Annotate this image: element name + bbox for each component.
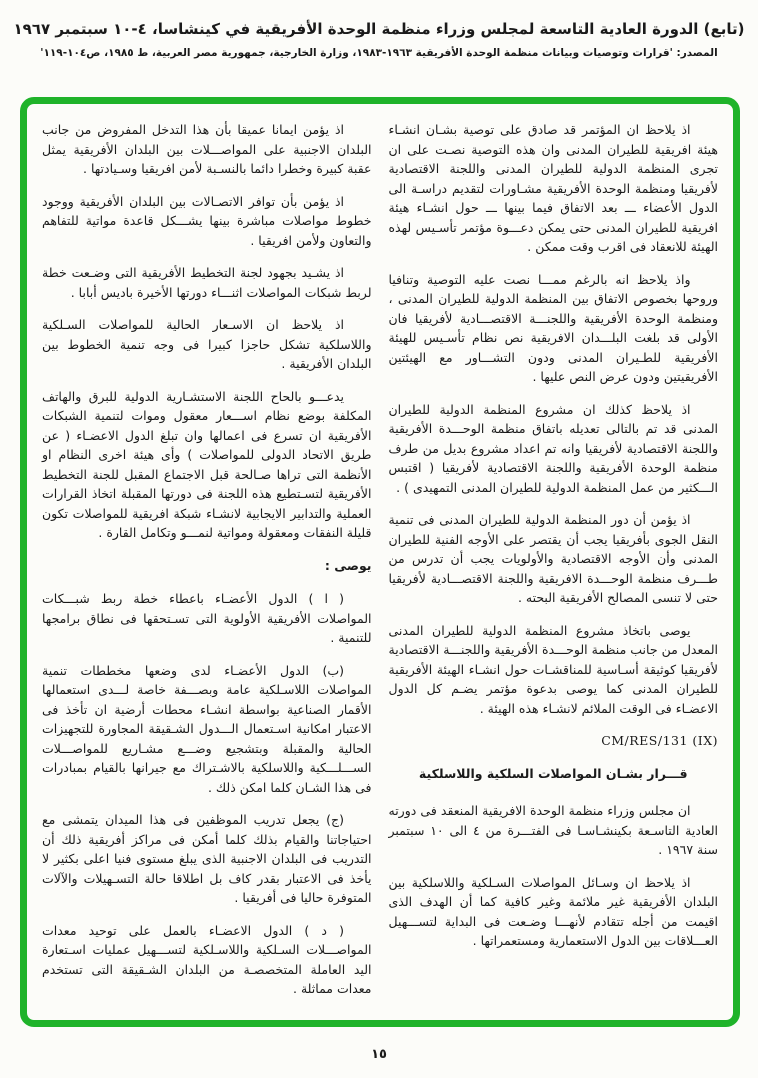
- column-right: [389, 120, 719, 1020]
- paragraph: يدعـــو بالحاح اللجنة الاستشـارية الدولية للبرق والهاتف المكلفة بوضع نظام اســـعار معقول وموات لتنمية الشبكات الأفريقية ان تسرع فى اعمالها وان تبلغ الدول الاعضـاء ( عن طريق الاتحاد الدولى للمواصلات ) وأى هيئة اخرى النظام او الأنظمة التى تراها صـالحة قبل الاجتماع المقبل للجنة التخطيط الأفريقية لتسـتطيع هذه اللجنة فى دورتها المقبلة اتخاذ القرارات العملية والتدابير الايجابية لانشـاء شبكة افريقية للمواصلات تكون قليلة النفقات ومعقولة ومواتية لنمـــو وتكامل القارة .: [42, 388, 372, 540]
- paragraph: اذ يشـيد بجهود لجنة التخطيط الأفريقية التى وضـعت خطة لربط شبكات المواصلات اثنـــاء دورتها الأخيرة باديس أبابا .: [42, 265, 372, 300]
- paragraph: واذ يلاحظ انه بالرغم ممـــا نصت عليه التوصية وتنافيا وروحها بخصوص الاتفاق بين المنظمة الدولية للطيران المدنى ، ومنظمة الوحدة الأفريقية واللجنـــة الاقتصـــادية لأفريقيا فان الأولى قد بلغت البلـــدان الافريقية نص نظام تأسـيس للهيئة الأفريقية للطـيران المدنى ودون التشـــاور مع الهيئتين الأفريقيتين ودون عرض النص عليها .: [388, 271, 718, 384]
- two-column-layout: [27, 104, 733, 1020]
- paragraph: اذ يلاحظ كذلك ان مشروع المنظمة الدولية للطيران المدنى قد تم بالتالى تعديله باتفاق منظمة الوحـــدة الأفريقية واللجنة الاقتصادية لأفريقيا وانه تم اعداد مشروع بديل من طرف منظمة الوحدة الأفريقية واللجنة الاقتصادية لأفريقيا ( اقتبس الـــكثير من عمل المنظمة الدولية للطيران المدنى التمهيدى ) .: [388, 401, 718, 495]
- resolution-title: قـــرار بشـان المواصلات السلكية واللاسلكية: [418, 765, 688, 781]
- resolution-reference: CM/RES/131 (IX): [601, 733, 718, 748]
- page-number: ١٥: [371, 1047, 387, 1062]
- paragraph: اذ يلاحظ ان وسـائل المواصلات السـلكية واللاسلكية بين البلدان الأفريقية غير ملائمة وغير كافية كما أن الهدف الذى اقيمت من أجله تتقادم لأنهـــا وضـعت فى البداية لتســـهيل العـــلاقات بين الدول الاستعمارية ومستعمراتها .: [388, 874, 718, 948]
- page-header: [0, 0, 758, 59]
- green-frame: [20, 97, 740, 1027]
- column-left: [42, 120, 372, 1020]
- recommendation-item: ( د ) الدول الاعضـاء بالعمل على توحيد معدات المواصـــلات السـلكية واللاسـلكية لتســـهيل عمليات اسـتعارة اليد العاملة المتخصصـة من البلدان الشـقيقة التى تستخدم معدات مماثلة .: [42, 922, 372, 996]
- recommendation-item: (ج) يجعل تدريب الموظفين فى هذا الميدان يتمشى مع احتياجاتنا والقيام بذلك كلما أمكن فى مراكز أفريقية ذلك أن التدريب فى البلدان الاجنبية الذى يبلغ مستوى فنيا اعلى بكثير لا يأخذ فى الاعتبار بقدر كاف بل اطلاقا حالة التسـهيلات والآلات المتوفرة حاليا فى أفريقيا .: [42, 812, 372, 905]
- recommendation-item: ( ا ) الدول الأعضـاء باعطاء خطة ربط شبـــكات المواصلات الأفريقية الأولوية التى تسـتحقها فى نطاق برامجها للتنمية .: [42, 591, 372, 645]
- paragraph: يوصى باتخاذ مشروع المنظمة الدولية للطيران المدنى المعدل من جانب منظمة الوحـــدة الأفريقية واللجنـــة الاقتصادية لأفريقيا كوثيقة أسـاسية للمناقشـات حول انشـاء الهيئة الأفريقية للطيران المدنى كما يوصى بدعوة مؤتمر يضـم كل الدول الاعضـاء فى الوقت الملائم لانشـاء هذه الهيئة .: [388, 622, 718, 716]
- paragraph: ان مجلس وزراء منظمة الوحدة الافريقية المنعقد فى دورته العادية التاسـعة بكينشـاسـا فى الفتـــرة من ٤ الى ١٠ سبتمبر سنة ١٩٦٧ .: [388, 803, 718, 857]
- source-citation: المصدر: 'قرارات وتوصيات وبيانات منظمة الوحدة الأفريقية ١٩٦٣-١٩٨٣، وزارة الخارجية، جمهورية مصر العربية، ط ١٩٨٥، ص١٠٤-١١٩': [40, 47, 718, 59]
- session-title: (تابع) الدورة العادية التاسعة لمجلس وزراء منظمة الوحدة الأفريقية في كينشاسا، ٤-١٠ سبتمبر ١٩٦٧: [13, 20, 745, 38]
- paragraph: اذ يؤمن ايمانا عميقا بأن هذا التدخل المفروض من جانب البلدان الاجنبية على المواصـــلات بين البلدان الأفريقية يمثل عقبة كبيرة وخطرا دائما بالنسـبة لأمن افريقيا وسـيادتها .: [42, 122, 372, 176]
- paragraph: اذ يؤمن بأن توافر الاتصـالات بين البلدان الأفريقية ووجود خطوط مواصلات مباشرة بينها يشـــكل قاعدة مواتية للتفاهم والتعاون ولأمن افريقيا .: [42, 193, 372, 248]
- paragraph: اذ يلاحظ ان الاسـعار الحالية للمواصلات السـلكية واللاسلكية تشكل حاجزا كبيرا فى وجه تنمية الخطوط بين البلدان الأفريقية .: [42, 317, 372, 371]
- recommendation-item: (ب) الدول الأعضـاء لدى وضعها مخططات تنمية المواصلات اللاسـلكية عامة وبصـــفة خاصة لـــدى استعمالها الأقمار الصناعية بواسطة انشـاء محطات أرضية ان تأخذ فى الاعتبار امكانية اسـتعمال الـــدول الشـقيقة المجاورة للتجهيزات الحالية والمقبلة وبتشجيع وضـــع مشـاريع للمواصـــلات الســـلـــكية واللاسلكية بالاشـتراك مع جيرانها بالقيام بمبادرات فى هذا الشـان كلما امكن ذلك .: [42, 662, 372, 795]
- paragraph: اذ يلاحظ ان المؤتمر قد صادق على توصية بشـان انشـاء هيئة افريقية للطيران المدنى وان هذه التوصية نصـت على ان تجرى المنظمة الدولية للطيران المدنى واللجنة الاقتصادية لأفريقيا ومنظمة الوحدة الأفريقية مشـاورات لتقديم دراسـة الى الدول الأعضاء ـــ بعد الاتفاق فيما بينها ـــ حول انشـاء هيئة افريقية للطيران المدنى حتى يمكن دعـــوة مؤتمر تأسـيس لهذه الهيئة للانعقاد فى اقرب وقت ممكن .: [388, 122, 718, 254]
- recommends-heading: يوصى :: [324, 557, 372, 573]
- paragraph: اذ يؤمن أن دور المنظمة الدولية للطيران المدنى فى تنمية النقل الجوى بأفريقيا يجب أن يقتصر على الأوجه الفنية للطيران المدنى وأن الأوجه الاقتصادية والأولويات يجب أن تدرس من طـــرف منظمة الوحـــدة الافريقية واللجنة الاقتصـــادية لأفريقيا حتى لا تنسى المصالح الأفريقية البحته .: [388, 512, 718, 605]
